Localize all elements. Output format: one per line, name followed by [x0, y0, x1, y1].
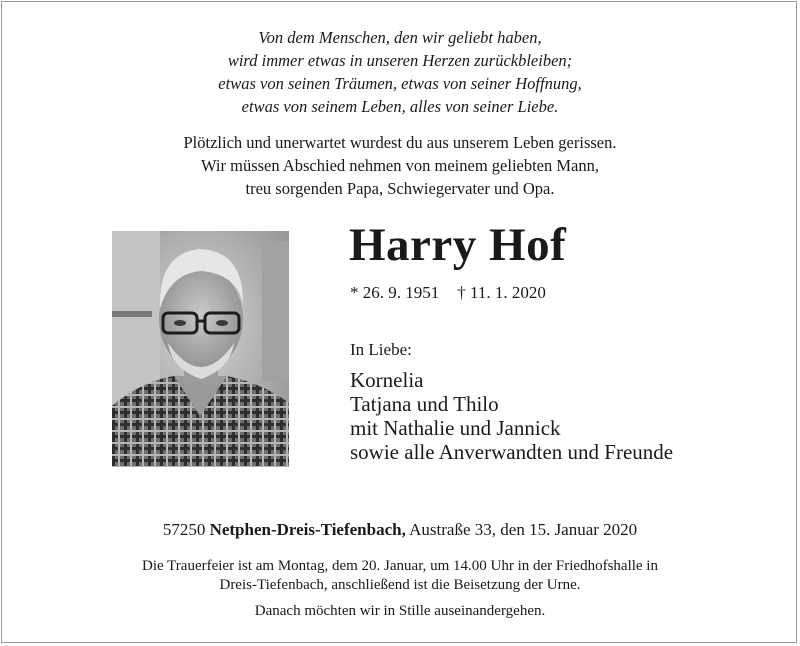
funeral-line: Die Trauerfeier ist am Montag, dem 20. Januar, um 14.00 Uhr in der Friedhofshalle in	[142, 558, 658, 574]
mourner-line: Tatjana und Thilo	[350, 392, 499, 416]
poem-line: wird immer etwas in unseren Herzen zurückbleiben;	[227, 51, 573, 70]
place-date-line	[0, 520, 800, 540]
intro-text	[0, 131, 800, 200]
intro-line: Plötzlich und unerwartet wurdest du aus unserem Leben gerissen.	[183, 133, 617, 152]
death-date: † 11. 1. 2020	[457, 283, 546, 302]
funeral-info	[0, 557, 800, 595]
poem-line: Von dem Menschen, den wir geliebt haben,	[258, 28, 542, 47]
postcode: 57250	[162, 520, 206, 539]
memorial-poem	[0, 26, 800, 118]
closing-text: Danach möchten wir in Stille auseinandergehen.	[254, 603, 546, 619]
intro-line: treu sorgenden Papa, Schwiegervater und Opa.	[245, 179, 555, 198]
mourners-list	[350, 368, 673, 464]
poem-line: etwas von seinen Träumen, etwas von seiner Hoffnung,	[218, 74, 582, 93]
mourner-line: sowie alle Anverwandten und Freunde	[350, 440, 674, 464]
mourners-heading: In Liebe:	[350, 340, 412, 359]
portrait-photo	[112, 231, 289, 467]
deceased-name: Harry Hof	[349, 219, 567, 271]
mourner-line: mit Nathalie und Jannick	[350, 416, 561, 440]
intro-line: Wir müssen Abschied nehmen von meinem geliebten Mann,	[201, 156, 599, 175]
town-name: Netphen-Dreis-Tiefenbach,	[209, 520, 406, 539]
poem-line: etwas von seinem Leben, alles von seiner Liebe.	[241, 97, 559, 116]
life-dates	[350, 283, 546, 303]
address-date: Austraße 33, den 15. Januar 2020	[409, 520, 638, 539]
mourner-line: Kornelia	[350, 368, 424, 392]
birth-date: * 26. 9. 1951	[350, 283, 440, 302]
funeral-line: Dreis-Tiefenbach, anschließend ist die Beisetzung der Urne.	[219, 577, 581, 593]
